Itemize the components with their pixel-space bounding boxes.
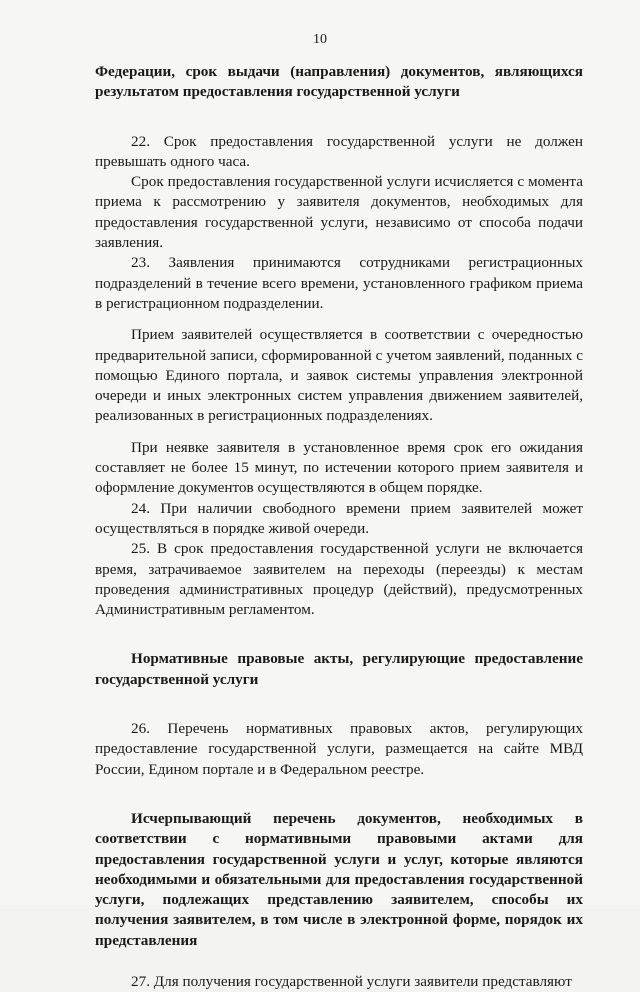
- page-number: 10: [313, 32, 327, 47]
- paragraph-27: 27. Для получения государственной услуги заявители представляют: [131, 972, 572, 990]
- paragraph-26: 26. Перечень нормативных правовых актов, регулирующих предоставление государственной услуги, размещается на сайте МВД России, Едином портале и в Федеральном реестре.: [95, 720, 583, 778]
- section-heading-normative-acts: Нормативные правовые акты, регулирующие предоставление государственной услуги: [95, 650, 583, 688]
- page-content: [95, 62, 583, 992]
- paragraph-22-continued: Срок предоставления государственной услуги исчисляется с момента приема к рассмотрению у заявителя документов, необходимых для предоставления государственной услуги, независимо от способа подачи заявления.: [95, 173, 583, 252]
- paragraph-25: 25. В срок предоставления государственной услуги не включается время, затрачиваемое заявителем на переходы (переезды) к местам проведения административных процедур (действий), предусмотренных Административным регламентом.: [95, 540, 583, 619]
- paragraph-23-no-show: При неявке заявителя в установленное время срок его ожидания составляет не более 15 минут, по истечении которого прием заявителя и оформление документов осуществляются в общем порядке.: [95, 438, 583, 497]
- paragraph-24: 24. При наличии свободного времени прием заявителей может осуществляться в порядке живой очереди.: [95, 499, 583, 537]
- paragraph-22: 22. Срок предоставления государственной услуги не должен превышать одного часа.: [95, 132, 583, 170]
- section-heading-documents-list: Исчерпывающий перечень документов, необходимых в соответствии с нормативными правовыми актами для предоставления государственной услуги и услуг, которые являются необходимыми и обязательными для предоставления государственной услуги, подлежащих представлению заявителем, способы их получения заявителем, в том числе в электронной форме, порядок их представления: [95, 809, 583, 949]
- paragraph-23: 23. Заявления принимаются сотрудниками регистрационных подразделений в течение всего времени, установленного графиком приема в регистрационном подразделении.: [95, 254, 583, 312]
- paragraph-23-reception: Прием заявителей осуществляется в соответствии с очередностью предварительной записи, сформированной с учетом заявлений, поданных с помощью Единого портала, и заявок системы управления электронной очереди и иных электронных систем управления движением заявителей, реализованных в регистрационных подразделениях.: [95, 326, 583, 425]
- section-heading-continued: Федерации, срок выдачи (направления) документов, являющихся результатом предоставления государственной услуги: [95, 63, 583, 101]
